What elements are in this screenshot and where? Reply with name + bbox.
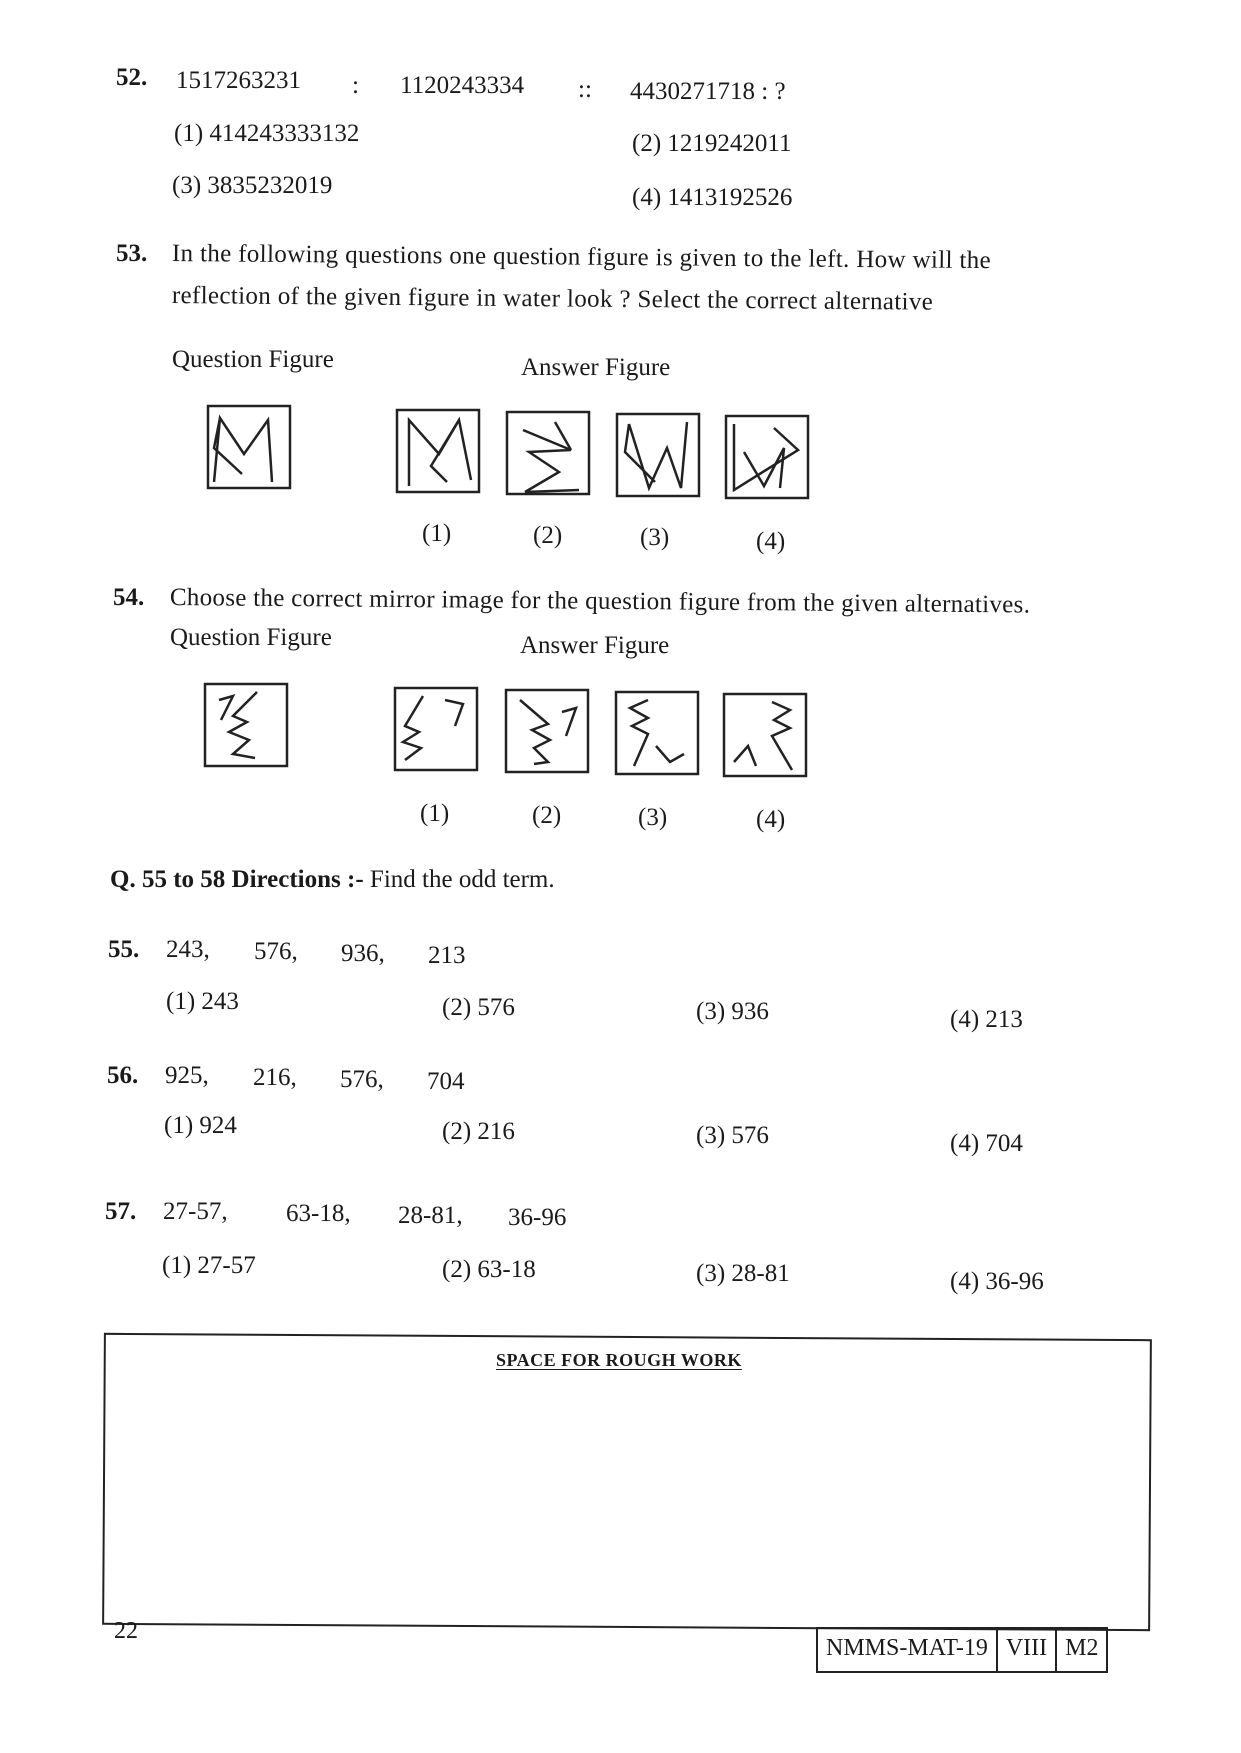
question-57-option-1: (1) 27-57 <box>162 1252 256 1279</box>
footer-class: VIII <box>998 1629 1057 1671</box>
question-55-option-3: (3) 936 <box>696 998 769 1025</box>
question-57-term-3: 28-81, <box>398 1202 463 1229</box>
rough-work-title: SPACE FOR ROUGH WORK <box>496 1350 742 1370</box>
question-52-number: 52. <box>116 64 148 91</box>
question-52-separator-1: : <box>352 72 359 99</box>
question-53-option-label-4: (4) <box>756 528 786 555</box>
question-52-option-2: (2) 1219242011 <box>632 130 792 157</box>
question-55-term-2: 576, <box>254 938 298 965</box>
question-57-term-2: 63-18, <box>286 1200 351 1227</box>
question-57-option-4: (4) 36-96 <box>950 1268 1044 1295</box>
question-52-term-3: 4430271718 : ? <box>630 78 786 105</box>
question-56-term-4: 704 <box>427 1068 465 1095</box>
question-54-answer-figure-label: Answer Figure <box>520 632 670 659</box>
question-57-term-1: 27-57, <box>163 1198 228 1225</box>
question-52-option-4: (4) 1413192526 <box>632 184 793 211</box>
question-54-answer-figure-4 <box>722 692 808 778</box>
question-53-answer-figure-4 <box>724 414 810 500</box>
question-57-term-4: 36-96 <box>508 1204 567 1231</box>
question-54-question-figure-label: Question Figure <box>170 624 332 651</box>
directions-heading: Q. 55 to 58 Directions :- <box>110 866 364 893</box>
directions <box>110 866 555 894</box>
question-54-option-label-2: (2) <box>532 802 562 829</box>
question-56-option-1: (1) 924 <box>164 1112 237 1139</box>
question-56-term-1: 925, <box>165 1062 209 1089</box>
question-53-option-label-1: (1) <box>422 520 452 547</box>
question-52-separator-2: :: <box>578 76 592 103</box>
question-53-answer-figure-1 <box>395 408 481 494</box>
question-54-text: Choose the correct mirror image for the question figure from the given alternatives. <box>169 584 1031 619</box>
question-53-answer-figure-label: Answer Figure <box>521 354 671 381</box>
question-53-text-line-1: In the following questions one question figure is given to the left. How will the <box>171 240 992 275</box>
page-number: 22 <box>114 1618 138 1644</box>
rough-work-box <box>102 1333 1152 1631</box>
question-54-number: 54. <box>113 584 145 611</box>
question-57-number: 57. <box>105 1198 137 1225</box>
question-53-number: 53. <box>116 240 148 267</box>
question-53-question-figure <box>206 404 292 490</box>
question-55-option-2: (2) 576 <box>442 994 515 1021</box>
question-52-term-1: 1517263231 <box>176 67 301 94</box>
question-53-option-label-3: (3) <box>640 524 670 551</box>
question-56-option-4: (4) 704 <box>950 1130 1023 1157</box>
footer-exam-code: NMMS-MAT-19 <box>818 1629 998 1671</box>
question-54-option-label-3: (3) <box>638 804 668 831</box>
question-56-option-3: (3) 576 <box>696 1122 769 1149</box>
question-55-number: 55. <box>108 936 140 963</box>
question-53-answer-figure-2 <box>505 410 591 496</box>
question-56-term-2: 216, <box>253 1064 297 1091</box>
question-53-question-figure-label: Question Figure <box>172 346 334 373</box>
directions-text: Find the odd term. <box>363 866 555 893</box>
question-52-option-3: (3) 3835232019 <box>172 172 333 199</box>
question-53-text-line-2: reflection of the given figure in water look ? Select the correct alternative <box>171 282 934 316</box>
question-54-answer-figure-3 <box>614 690 700 776</box>
question-54-option-label-1: (1) <box>420 800 450 827</box>
question-56-option-2: (2) 216 <box>442 1118 515 1145</box>
footer-code-box <box>816 1627 1108 1673</box>
question-54-option-label-4: (4) <box>756 806 786 833</box>
question-52-term-2: 1120243334 <box>400 72 525 99</box>
question-55-term-4: 213 <box>428 942 466 969</box>
question-55-term-1: 243, <box>166 936 210 963</box>
question-56-term-3: 576, <box>340 1066 384 1093</box>
question-57-option-2: (2) 63-18 <box>442 1256 536 1283</box>
question-57-option-3: (3) 28-81 <box>696 1260 790 1287</box>
question-55-term-3: 936, <box>341 940 385 967</box>
footer-set: M2 <box>1065 1635 1099 1661</box>
question-54-answer-figure-2 <box>504 688 590 774</box>
question-54-question-figure <box>203 682 289 768</box>
question-55-option-4: (4) 213 <box>950 1006 1023 1033</box>
question-54-answer-figure-1 <box>393 686 479 772</box>
question-55-option-1: (1) 243 <box>166 988 239 1015</box>
question-52-option-1: (1) 414243333132 <box>174 120 360 147</box>
question-53-option-label-2: (2) <box>533 522 563 549</box>
question-53-answer-figure-3 <box>615 412 701 498</box>
question-56-number: 56. <box>107 1062 139 1089</box>
